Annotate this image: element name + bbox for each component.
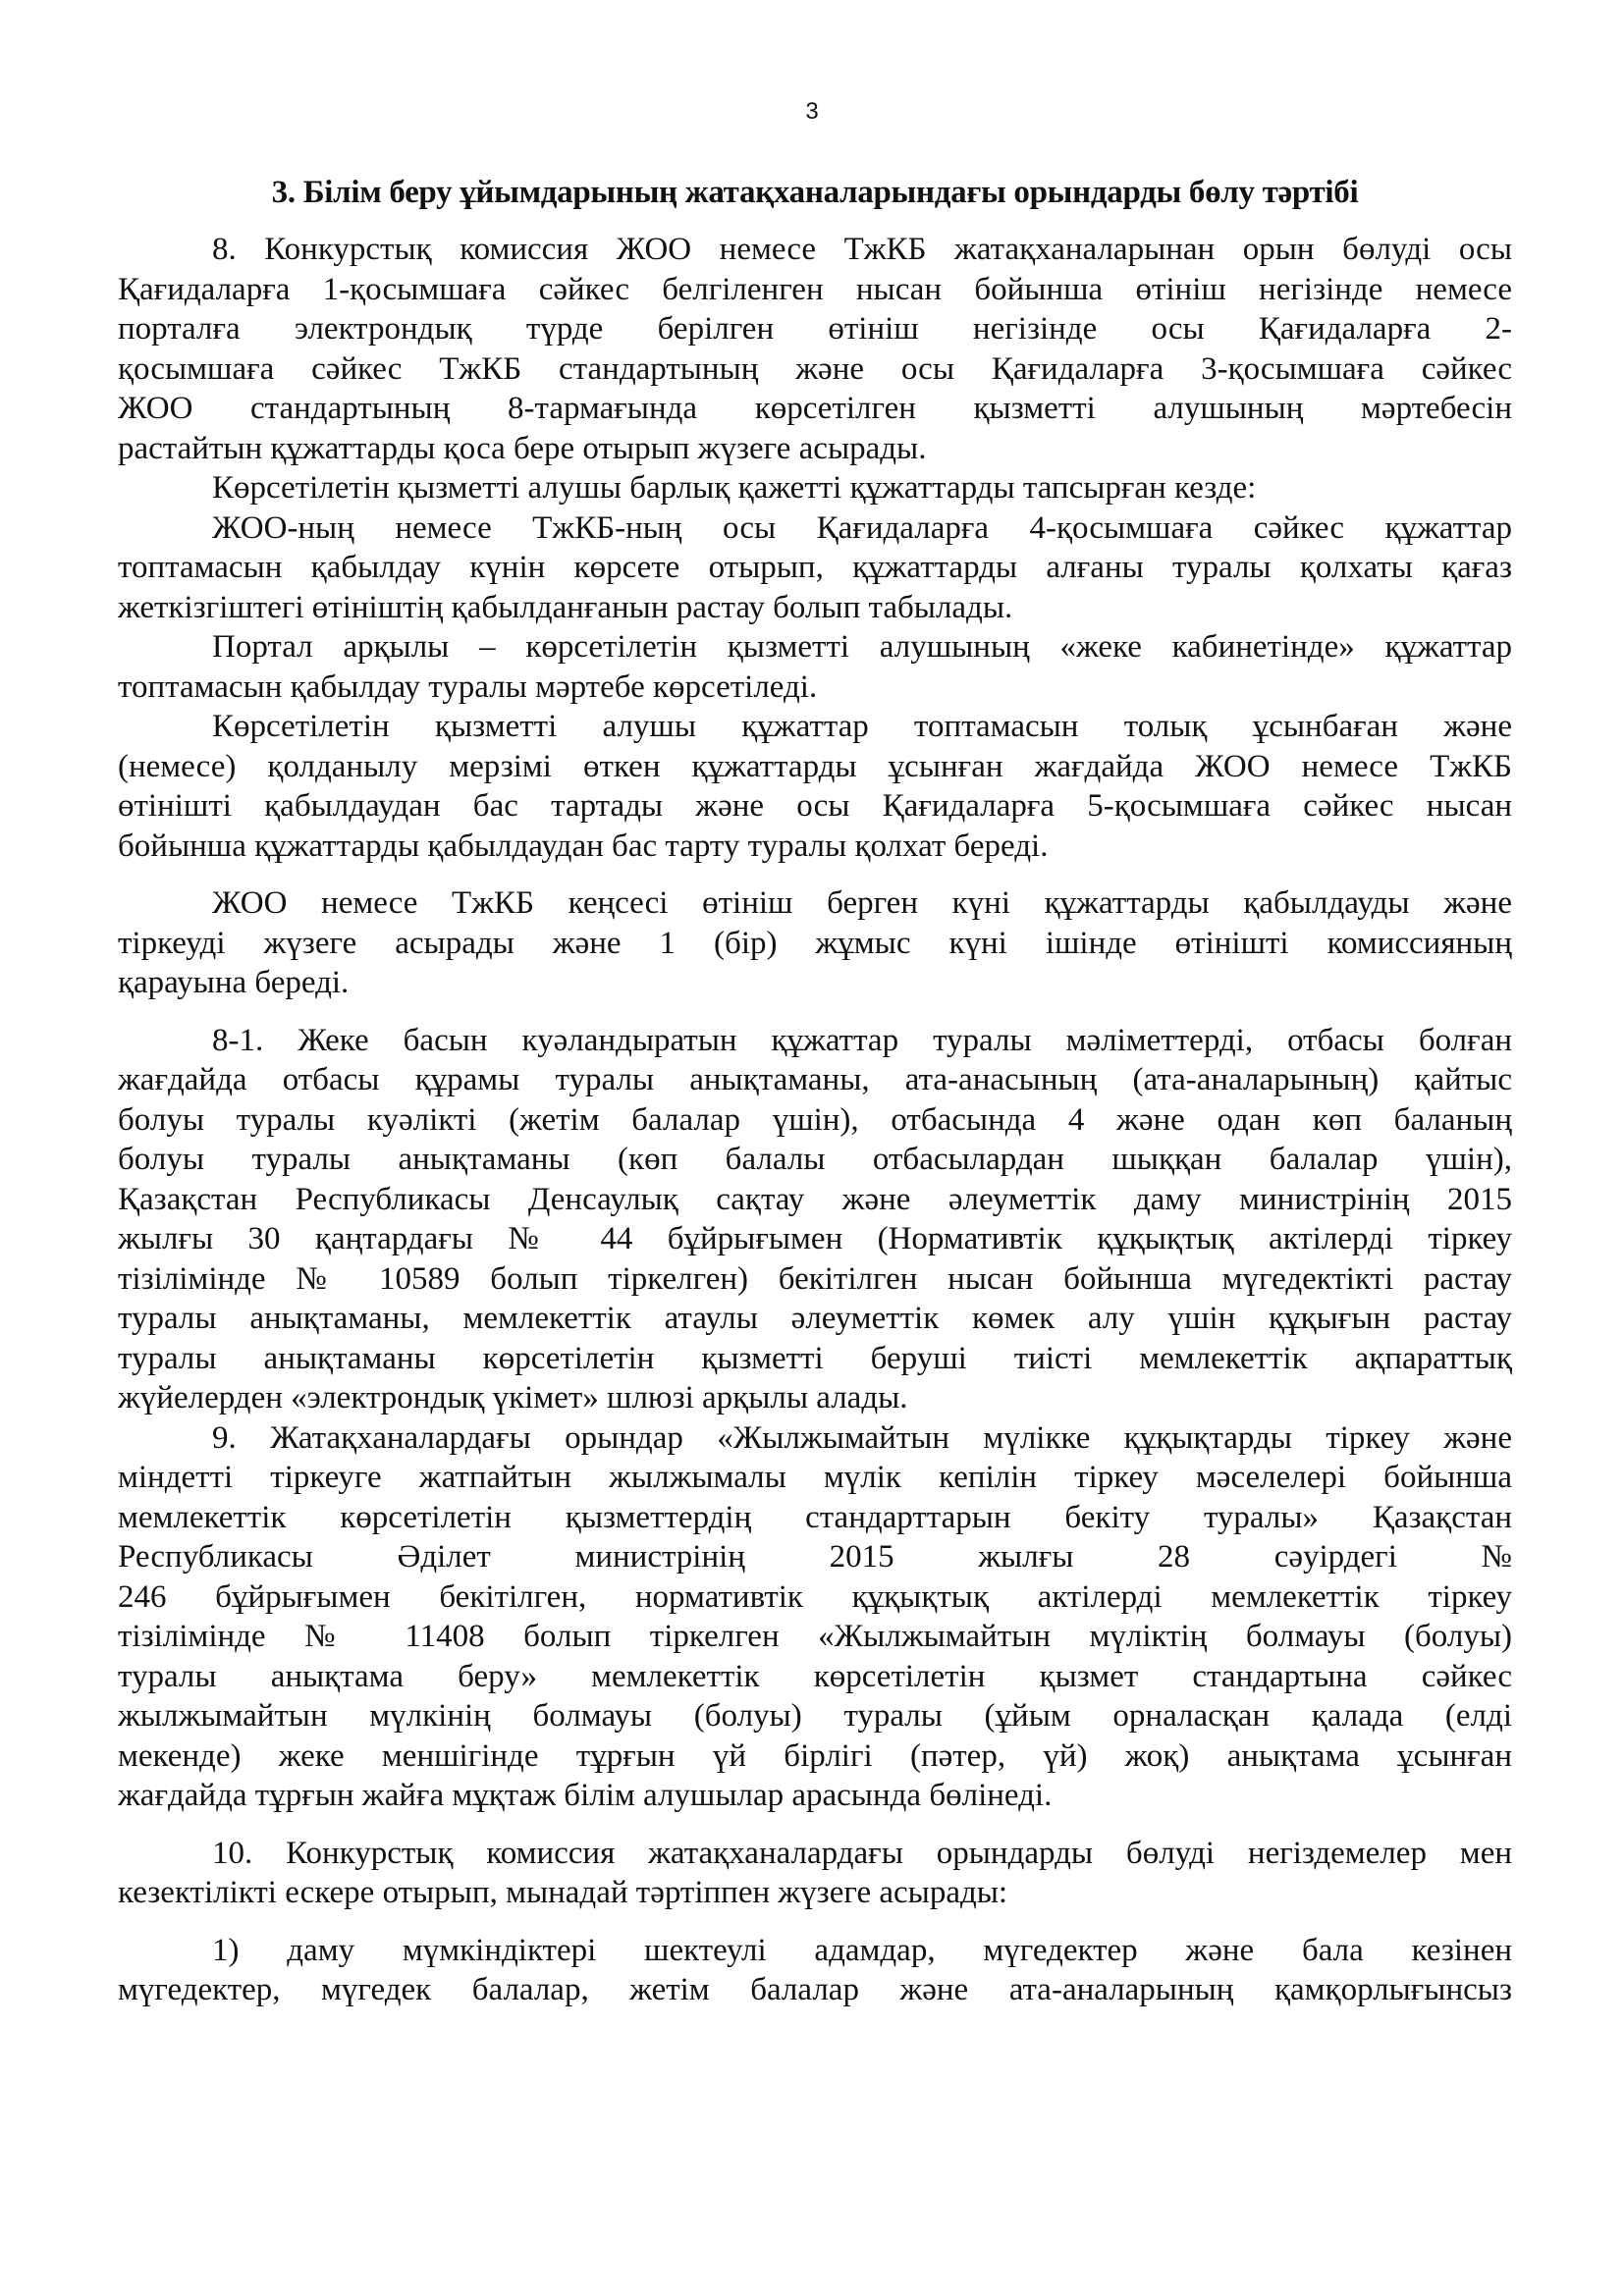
text-line: бойынша құжаттарды қабылдаудан бас тарту туралы қолхат береді. [118,828,1049,864]
text-line: 10. Конкурстық комиссия жатақханалардағы орындарды бөлуді негіздемелер мен [212,1835,1512,1871]
text-line: порталға электрондық түрде берілген өтініш негізінде осы Қағидаларға 2- [118,311,1512,347]
text-line: туралы анықтаманы, мемлекеттік атаулы әлеуметтік көмек алу үшін құқығын растау [118,1301,1512,1336]
paragraph-refusal [118,707,1512,866]
text-line: мекенде) жеке меншігінде тұрғын үй бірлігі (пәтер, үй) жоқ) анықтама ұсынған [118,1737,1512,1774]
text-line: жеткізгіштегі өтініштің қабылданғанын растау болып табылады. [118,589,1013,625]
text-line: Көрсетілетін қызметті алушы құжаттар топтамасын толық ұсынбаған және [212,709,1512,744]
paragraph-10-item-1 [118,1931,1512,2010]
text-line: Қазақстан Республикасы Денсаулық сақтау және әлеуметтік даму министрінің 2015 [118,1181,1512,1217]
text-line: Портал арқылы – көрсетілетін қызметті алушының «жеке кабинетінде» құжаттар [212,629,1512,665]
text-line: ЖОО немесе ТжКБ кеңсесі өтініш берген күні құжаттарды қабылдауды және [212,885,1512,921]
text-line: туралы анықтаманы көрсетілетін қызметті беруші тиісті мемлекеттік ақпараттық [118,1340,1512,1376]
paragraph-8-1 [118,1021,1512,1418]
text-line: 8. Конкурстық комиссия ЖОО немесе ТжКБ жатақханаларынан орын бөлуді осы [212,232,1512,267]
section-title: 3. Білім беру ұйымдарының жатақханаларындағы орындарды бөлу тәртібі [271,175,1359,210]
text-line: тізілімінде № 10589 болып тіркелген) бекітілген нысан бойынша мүгедектікті растау [118,1260,1512,1297]
text-line: ЖОО-ның немесе ТжКБ-ның осы Қағидаларға 4-қосымшаға сәйкес құжаттар [212,509,1512,546]
text-line: (немесе) қолданылу мерзімі өткен құжаттарды ұсынған жағдайда ЖОО немесе ТжКБ [118,748,1512,784]
text-line: топтамасын қабылдау күнін көрсете отырып, құжаттарды алғаны туралы қолхаты қағаз [118,550,1512,585]
text-line: ЖОО стандартының 8-тармағында көрсетілген қызметті алушының мәртебесін [118,391,1512,426]
paragraph-documents-submitted [118,468,1512,508]
text-line: 8-1. Жеке басын куәландыратын құжаттар туралы мәліметтерді, отбасы болған [212,1022,1512,1058]
text-line: жылжымайтын мүлкінің болмауы (болуы) туралы (ұйым орналасқан қалада (елді [118,1698,1512,1734]
text-line: тіркеуді жүзеге асырады және 1 (бір) жұмыс күні ішінде өтінішті комиссияның [118,925,1512,961]
paragraph-10 [118,1834,1512,1913]
text-line: өтінішті қабылдаудан бас тартады және осы Қағидаларға 5-қосымшаға сәйкес нысан [118,788,1512,824]
text-line: туралы анықтама беру» мемлекеттік көрсетілетін қызмет стандартына сәйкес [118,1658,1512,1694]
text-line: жылғы 30 қаңтардағы № 44 бұйрығымен (Нормативтік құқықтық актілерді тіркеу [118,1221,1512,1256]
paragraph-receipt [118,508,1512,628]
paragraph-8 [118,230,1512,468]
text-line: қарауына береді. [118,965,350,1000]
text-line: қосымшаға сәйкес ТжКБ стандартының және осы Қағидаларға 3-қосымшаға сәйкес [118,350,1512,387]
text-line: растайтын құжаттарды қоса бере отырып жүзеге асырады. [118,430,927,466]
text-line: міндетті тіркеуге жатпайтын жылжымалы мүлік кепілін тіркеу мәселелері бойынша [118,1460,1512,1495]
paragraph-portal [118,627,1512,707]
paragraph-office [118,883,1512,1003]
text-line: болуы туралы анықтаманы (көп балалы отбасылардан шыққан балалар үшін), [118,1142,1512,1177]
text-line: Көрсетілетін қызметті алушы барлық қажетті құжаттарды тапсырған кезде: [212,470,1257,506]
text-line: жүйелерден «электрондық үкімет» шлюзі арқылы алады. [118,1380,908,1415]
text-line: топтамасын қабылдау туралы мәртебе көрсетіледі. [118,668,818,705]
text-line: болуы туралы куәлікті (жетім балалар үшін), отбасында 4 және одан көп баланың [118,1101,1512,1138]
text-line: 246 бұйрығымен бекітілген, нормативтік құқықтық актілерді мемлекеттік тіркеу [118,1578,1512,1615]
paragraph-9 [118,1418,1512,1816]
text-line: мемлекеттік көрсетілетін қызметтердің стандарттарын бекіту туралы» Қазақстан [118,1499,1512,1535]
text-line: тізілімінде № 11408 болып тіркелген «Жылжымайтын мүліктің болмауы (болуы) [118,1619,1512,1654]
text-line: 9. Жатақханалардағы орындар «Жылжымайтын мүлікке құқықтарды тіркеу және [212,1419,1512,1456]
document-body [118,230,1512,2010]
text-line: кезектілікті ескере отырып, мынадай тәртіппен жүзеге асырады: [118,1875,1008,1910]
text-line: жағдайда отбасы құрамы туралы анықтаманы, ата-анасының (ата-аналарының) қайтыс [118,1062,1512,1097]
text-line: мүгедектер, мүгедек балалар, жетім балалар және ата-аналарының қамқорлығынсыз [118,1972,1512,2007]
text-line: жағдайда тұрғын жайға мұқтаж білім алушылар арасында бөлінеді. [118,1778,1053,1813]
text-line: Республикасы Әділет министрінің 2015 жылғы 28 сәуірдегі № [118,1539,1512,1575]
text-line: Қағидаларға 1-қосымшаға сәйкес белгіленген нысан бойынша өтініш негізінде немесе [118,271,1512,307]
page-number: 3 [805,98,819,125]
text-line: 1) даму мүмкіндіктері шектеулі адамдар, мүгедектер және бала кезінен [212,1932,1512,1968]
